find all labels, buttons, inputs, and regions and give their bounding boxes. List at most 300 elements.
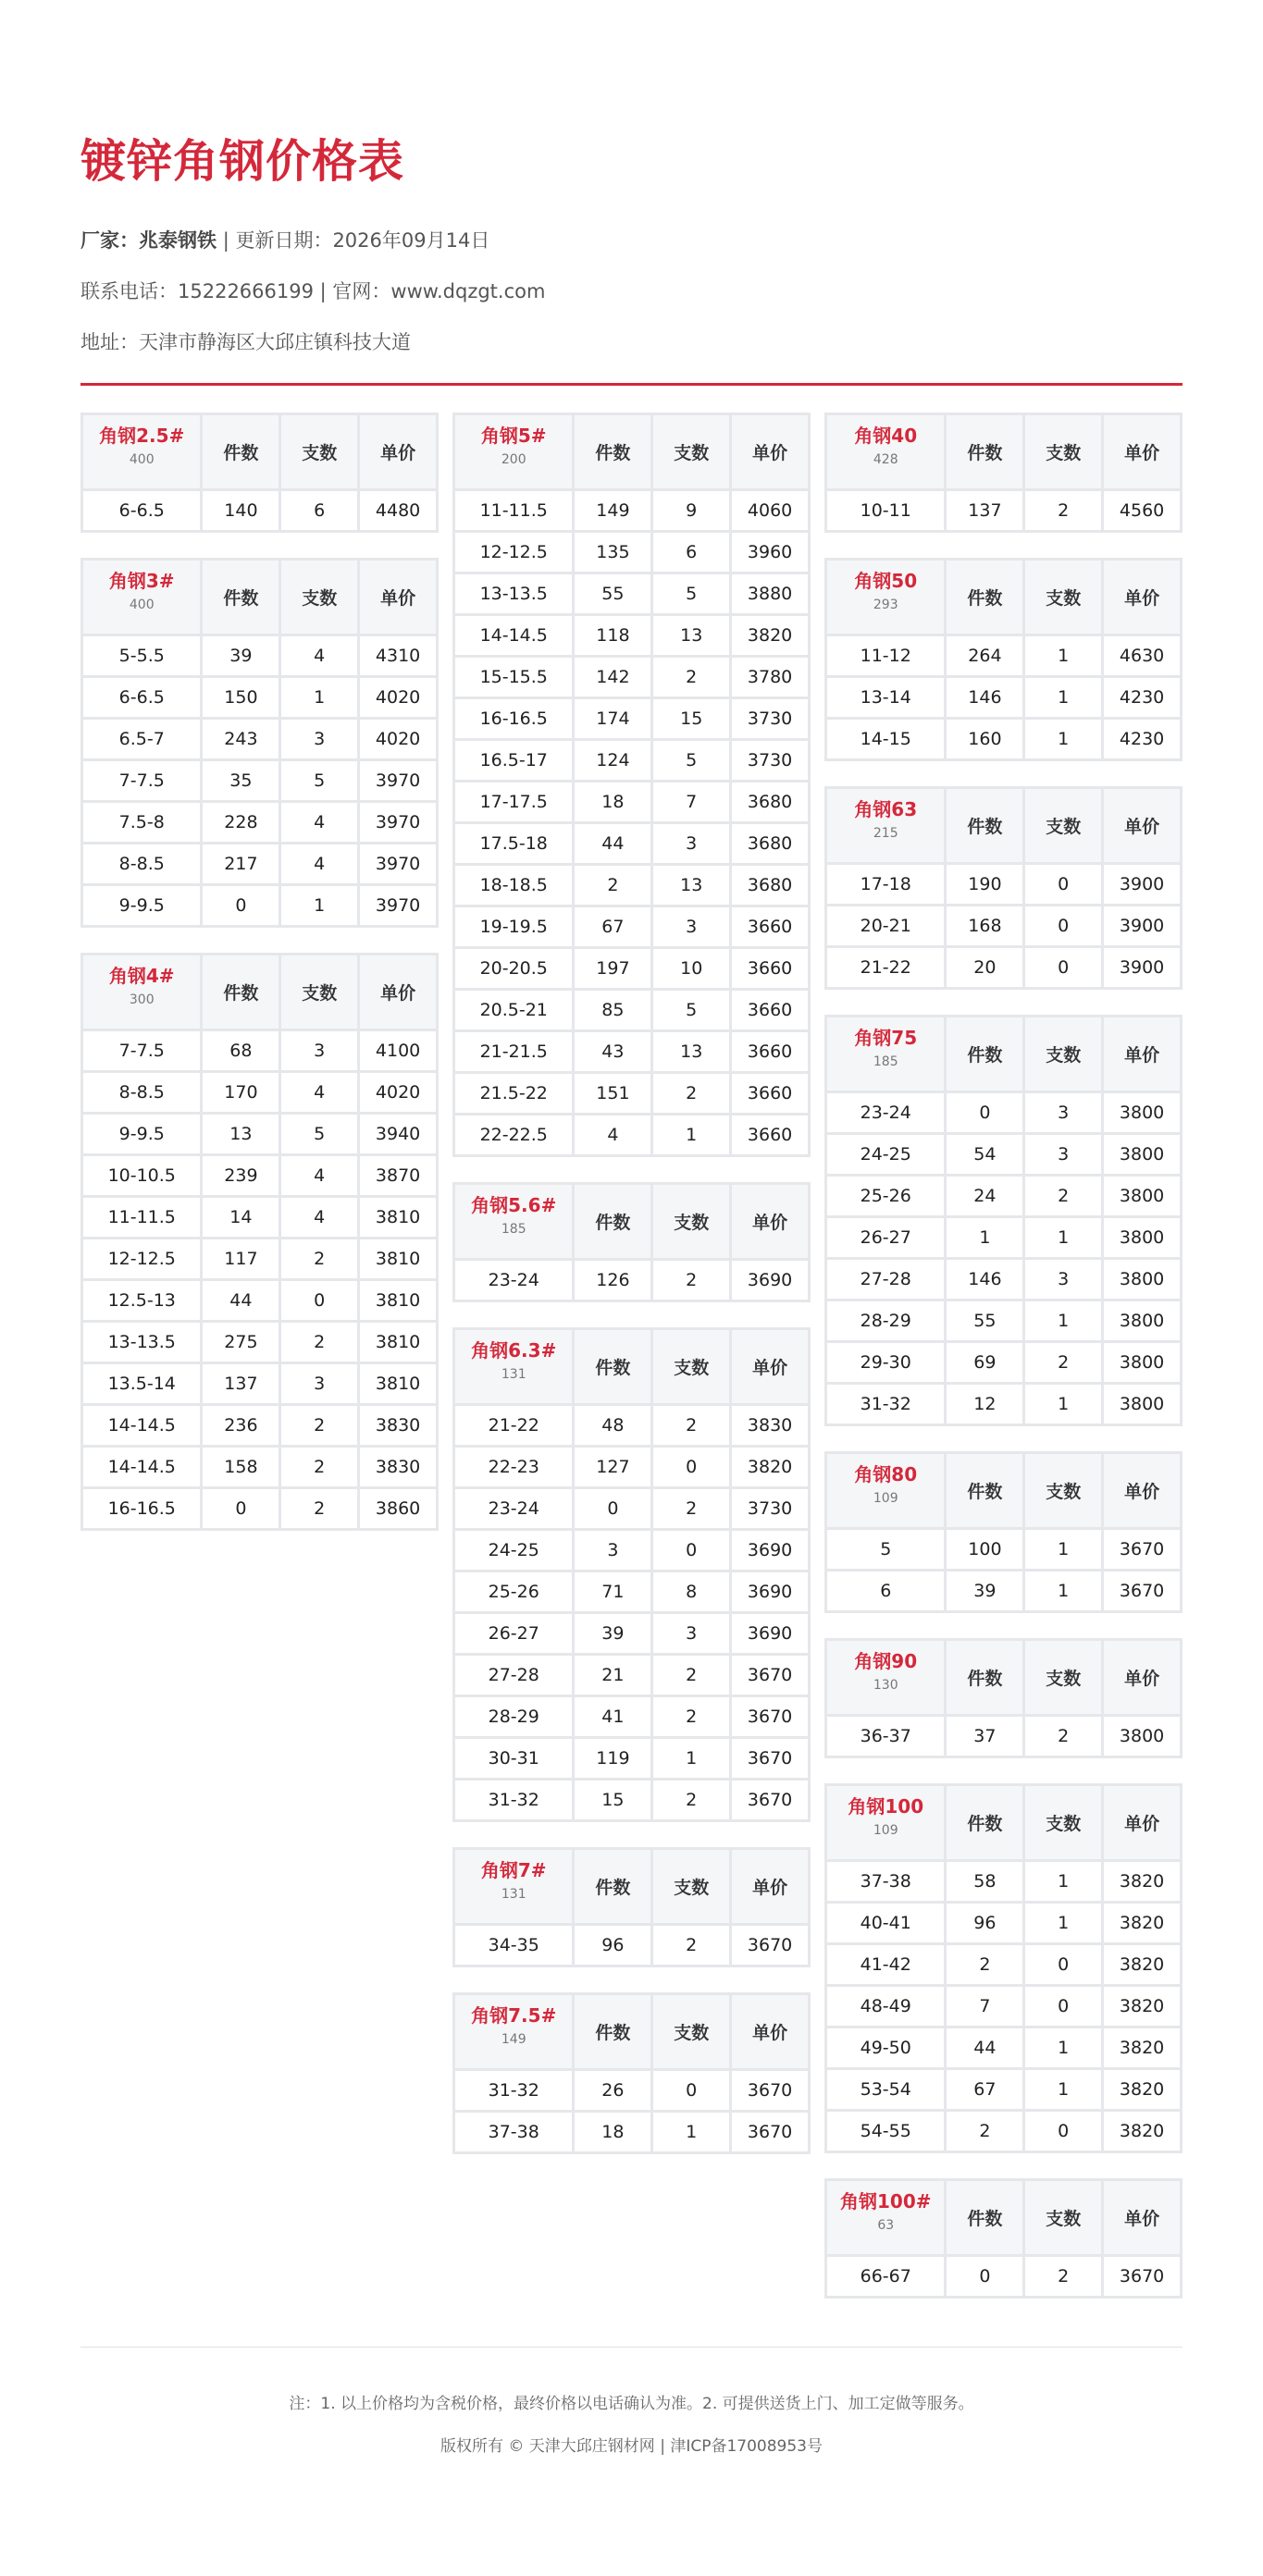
spec-cell: 37-38 — [455, 2113, 572, 2151]
spec-cell: 48-49 — [827, 1987, 944, 2026]
pieces-cell: 3 — [281, 720, 357, 758]
price-table — [452, 1327, 811, 1822]
price-cell: 3870 — [360, 1156, 436, 1195]
table-row — [455, 699, 808, 738]
count-cell: 44 — [575, 824, 650, 863]
pieces-cell: 5 — [653, 741, 729, 780]
pieces-cell: 1 — [1025, 1530, 1101, 1569]
price-header: 单价 — [1104, 2181, 1180, 2254]
model-total: 293 — [873, 598, 898, 612]
price-cell: 3800 — [1104, 1218, 1180, 1257]
price-cell: 4310 — [360, 636, 436, 675]
price-cell: 3810 — [360, 1323, 436, 1362]
pieces-cell: 4 — [281, 1073, 357, 1112]
count-header: 件数 — [947, 2181, 1022, 2254]
count-header: 件数 — [947, 1454, 1022, 1527]
price-header: 单价 — [732, 1995, 808, 2068]
count-header: 件数 — [203, 415, 279, 488]
table-row — [83, 1281, 436, 1320]
pieces-cell: 3 — [1025, 1260, 1101, 1299]
count-header: 件数 — [575, 1850, 650, 1923]
price-cell: 3690 — [732, 1531, 808, 1570]
count-cell: 0 — [203, 886, 279, 925]
count-cell: 275 — [203, 1323, 279, 1362]
pieces-cell: 0 — [281, 1281, 357, 1320]
count-cell: 37 — [947, 1717, 1022, 1756]
table-row — [455, 616, 808, 655]
count-cell: 0 — [947, 1093, 1022, 1132]
table-row — [455, 1781, 808, 1819]
spec-cell: 28-29 — [455, 1697, 572, 1736]
price-cell: 3820 — [1104, 2028, 1180, 2067]
model-name: 角钢90 — [854, 1650, 918, 1672]
count-header: 件数 — [947, 1017, 1022, 1091]
price-cell: 3680 — [732, 866, 808, 905]
model-header — [827, 1641, 944, 1714]
count-cell: 39 — [203, 636, 279, 675]
table-row — [455, 783, 808, 821]
table-row — [83, 720, 436, 758]
price-cell: 3820 — [1104, 2070, 1180, 2109]
price-header: 单价 — [1104, 789, 1180, 862]
price-header: 单价 — [1104, 1641, 1180, 1714]
pieces-header: 支数 — [1025, 2181, 1101, 2254]
pieces-header: 支数 — [653, 1995, 729, 2068]
price-table — [824, 786, 1183, 990]
spec-cell: 15-15.5 — [455, 658, 572, 696]
price-cell: 3860 — [360, 1489, 436, 1528]
price-cell: 3810 — [360, 1281, 436, 1320]
table-row — [827, 1260, 1180, 1299]
spec-cell: 22-22.5 — [455, 1115, 572, 1154]
spec-cell: 8-8.5 — [83, 844, 200, 883]
update-date: | 更新日期：2026年09月14日 — [222, 229, 490, 252]
spec-cell: 13-13.5 — [83, 1323, 200, 1362]
table-row — [455, 1697, 808, 1736]
spec-cell: 21.5-22 — [455, 1074, 572, 1113]
model-total: 428 — [873, 452, 898, 467]
spec-cell: 36-37 — [827, 1717, 944, 1756]
price-header: 单价 — [360, 955, 436, 1029]
table-row — [455, 1572, 808, 1611]
model-total: 215 — [873, 826, 898, 841]
pieces-cell: 2 — [281, 1448, 357, 1486]
spec-cell: 25-26 — [827, 1177, 944, 1215]
pieces-cell: 2 — [1025, 1343, 1101, 1382]
price-cell: 3670 — [732, 2071, 808, 2110]
price-header: 单价 — [1104, 1786, 1180, 1859]
footer-divider — [80, 2347, 1183, 2348]
model-name: 角钢5# — [480, 425, 547, 447]
spec-cell: 16.5-17 — [455, 741, 572, 780]
pieces-cell: 0 — [1025, 865, 1101, 904]
pieces-cell: 3 — [653, 824, 729, 863]
address-line: 地址：天津市静海区大邱庄镇科技大道 — [80, 331, 411, 353]
count-cell: 124 — [575, 741, 650, 780]
count-cell: 160 — [947, 720, 1022, 758]
table-row — [455, 1115, 808, 1154]
model-header — [827, 789, 944, 862]
pieces-cell: 4 — [281, 636, 357, 675]
price-table — [824, 1783, 1183, 2153]
count-cell: 43 — [575, 1032, 650, 1071]
count-header: 件数 — [947, 1786, 1022, 1859]
count-cell: 14 — [203, 1198, 279, 1237]
price-table — [452, 1992, 811, 2154]
pieces-header: 支数 — [1025, 415, 1101, 488]
spec-cell: 23-24 — [455, 1489, 572, 1528]
price-table — [80, 558, 439, 928]
price-cell: 3800 — [1104, 1135, 1180, 1174]
price-cell: 3670 — [732, 1781, 808, 1819]
pieces-cell: 2 — [653, 1261, 729, 1300]
table-row — [827, 2070, 1180, 2109]
table-row — [455, 1406, 808, 1445]
pieces-cell: 0 — [1025, 906, 1101, 945]
count-cell: 149 — [575, 491, 650, 530]
pieces-cell: 3 — [653, 1614, 729, 1653]
pieces-cell: 1 — [1025, 1571, 1101, 1610]
table-row — [827, 906, 1180, 945]
spec-cell: 12.5-13 — [83, 1281, 200, 1320]
pieces-cell: 13 — [653, 866, 729, 905]
price-cell: 3800 — [1104, 1343, 1180, 1382]
table-row — [455, 1614, 808, 1653]
table-header-row — [827, 789, 1180, 862]
spec-cell: 11-11.5 — [455, 491, 572, 530]
spec-cell: 37-38 — [827, 1862, 944, 1901]
pieces-cell: 1 — [1025, 1904, 1101, 1942]
price-cell: 4060 — [732, 491, 808, 530]
spec-cell: 20.5-21 — [455, 991, 572, 1029]
header-divider — [80, 383, 1183, 386]
model-total: 149 — [501, 2032, 526, 2047]
spec-cell: 7.5-8 — [83, 803, 200, 842]
price-cell: 3820 — [1104, 1987, 1180, 2026]
spec-cell: 29-30 — [827, 1343, 944, 1382]
table-header-row — [455, 1850, 808, 1923]
price-header: 单价 — [360, 561, 436, 634]
price-table — [824, 413, 1183, 533]
count-cell: 24 — [947, 1177, 1022, 1215]
spec-cell: 41-42 — [827, 1945, 944, 1984]
pieces-cell: 5 — [281, 1115, 357, 1153]
price-cell: 3690 — [732, 1261, 808, 1300]
pieces-cell: 2 — [653, 1074, 729, 1113]
count-cell: 69 — [947, 1343, 1022, 1382]
column-middle — [452, 413, 811, 2179]
model-header — [827, 561, 944, 634]
count-header: 件数 — [203, 955, 279, 1029]
price-cell: 3820 — [1104, 1945, 1180, 1984]
table-row — [83, 1073, 436, 1112]
price-cell: 4020 — [360, 678, 436, 717]
pieces-cell: 1 — [653, 2113, 729, 2151]
pieces-cell: 2 — [653, 1656, 729, 1695]
pieces-cell: 5 — [281, 761, 357, 800]
count-cell: 44 — [947, 2028, 1022, 2067]
pieces-cell: 0 — [1025, 948, 1101, 987]
count-cell: 174 — [575, 699, 650, 738]
table-row — [455, 1739, 808, 1778]
model-total: 185 — [501, 1222, 526, 1237]
pieces-header: 支数 — [281, 415, 357, 488]
model-header — [455, 1850, 572, 1923]
pieces-cell: 3 — [1025, 1135, 1101, 1174]
price-cell: 3670 — [732, 1739, 808, 1778]
price-cell: 3800 — [1104, 1385, 1180, 1424]
pieces-cell: 0 — [653, 1531, 729, 1570]
price-header: 单价 — [360, 415, 436, 488]
spec-cell: 5-5.5 — [83, 636, 200, 675]
price-table — [80, 413, 439, 533]
pieces-cell: 2 — [653, 1697, 729, 1736]
count-cell: 55 — [947, 1301, 1022, 1340]
price-cell: 3670 — [732, 1926, 808, 1965]
model-header — [83, 955, 200, 1029]
price-header: 单价 — [1104, 1454, 1180, 1527]
pieces-cell: 1 — [1025, 1862, 1101, 1901]
count-cell: 67 — [575, 907, 650, 946]
count-header: 件数 — [947, 415, 1022, 488]
table-row — [827, 1218, 1180, 1257]
table-row — [83, 636, 436, 675]
count-cell: 58 — [947, 1862, 1022, 1901]
model-total: 131 — [501, 1367, 526, 1382]
table-row — [455, 2113, 808, 2151]
table-header-row — [455, 415, 808, 488]
spec-cell: 13-14 — [827, 678, 944, 717]
price-cell: 3800 — [1104, 1717, 1180, 1756]
count-cell: 119 — [575, 1739, 650, 1778]
model-name: 角钢4# — [108, 965, 175, 987]
price-cell: 3800 — [1104, 1301, 1180, 1340]
pieces-cell: 4 — [281, 844, 357, 883]
header — [80, 135, 1183, 188]
price-cell: 3900 — [1104, 865, 1180, 904]
price-table — [824, 2178, 1183, 2299]
table-row — [827, 1385, 1180, 1424]
count-cell: 20 — [947, 948, 1022, 987]
count-cell: 13 — [203, 1115, 279, 1153]
model-total: 300 — [129, 992, 155, 1007]
count-cell: 48 — [575, 1406, 650, 1445]
model-header — [827, 1454, 944, 1527]
spec-cell: 26-27 — [827, 1218, 944, 1257]
pieces-cell: 2 — [1025, 2257, 1101, 2296]
count-cell: 126 — [575, 1261, 650, 1300]
count-cell: 142 — [575, 658, 650, 696]
table-row — [83, 1198, 436, 1237]
price-header: 单价 — [1104, 415, 1180, 488]
model-header — [83, 561, 200, 634]
spec-cell: 66-67 — [827, 2257, 944, 2296]
spec-cell: 28-29 — [827, 1301, 944, 1340]
model-total: 109 — [873, 1823, 898, 1838]
price-cell: 3670 — [1104, 2257, 1180, 2296]
spec-cell: 14-14.5 — [83, 1406, 200, 1445]
price-table — [824, 1015, 1183, 1426]
table-row — [83, 678, 436, 717]
model-name: 角钢80 — [854, 1463, 918, 1485]
pieces-cell: 2 — [1025, 491, 1101, 530]
pieces-cell: 1 — [653, 1115, 729, 1154]
spec-cell: 17-17.5 — [455, 783, 572, 821]
pieces-cell: 2 — [653, 1489, 729, 1528]
table-row — [827, 1904, 1180, 1942]
pieces-cell: 1 — [1025, 1218, 1101, 1257]
table-row — [455, 1448, 808, 1486]
count-cell: 26 — [575, 2071, 650, 2110]
price-table — [452, 1847, 811, 1967]
price-cell: 3810 — [360, 1364, 436, 1403]
price-cell: 3780 — [732, 658, 808, 696]
spec-cell: 25-26 — [455, 1572, 572, 1611]
price-header: 单价 — [732, 1330, 808, 1403]
spec-cell: 14-14.5 — [83, 1448, 200, 1486]
count-header: 件数 — [575, 415, 650, 488]
count-header: 件数 — [575, 1185, 650, 1258]
count-cell: 15 — [575, 1781, 650, 1819]
price-cell: 3670 — [732, 1656, 808, 1695]
column-right — [824, 413, 1183, 2323]
table-row — [83, 491, 436, 530]
table-row — [83, 803, 436, 842]
count-cell: 0 — [947, 2257, 1022, 2296]
count-cell: 0 — [575, 1489, 650, 1528]
price-cell: 3670 — [732, 2113, 808, 2151]
count-header: 件数 — [947, 1641, 1022, 1714]
count-cell: 2 — [575, 866, 650, 905]
price-table — [452, 1182, 811, 1302]
table-row — [83, 1115, 436, 1153]
table-header-row — [827, 1017, 1180, 1091]
spec-cell: 11-12 — [827, 636, 944, 675]
count-cell: 243 — [203, 720, 279, 758]
pieces-header: 支数 — [1025, 789, 1101, 862]
count-cell: 140 — [203, 491, 279, 530]
table-row — [83, 886, 436, 925]
pieces-cell: 3 — [281, 1364, 357, 1403]
spec-cell: 31-32 — [455, 2071, 572, 2110]
table-row — [455, 1032, 808, 1071]
pieces-cell: 1 — [1025, 2070, 1101, 2109]
price-cell: 3830 — [360, 1448, 436, 1486]
count-cell: 236 — [203, 1406, 279, 1445]
model-header — [455, 1995, 572, 2068]
model-name: 角钢7.5# — [471, 2004, 557, 2027]
spec-cell: 6.5-7 — [83, 720, 200, 758]
pieces-cell: 7 — [653, 783, 729, 821]
table-row — [827, 1862, 1180, 1901]
price-header: 单价 — [732, 1185, 808, 1258]
price-header: 单价 — [732, 1850, 808, 1923]
pieces-cell: 13 — [653, 1032, 729, 1071]
table-row — [83, 844, 436, 883]
count-cell: 12 — [947, 1385, 1022, 1424]
table-row — [455, 2071, 808, 2110]
table-row — [827, 2028, 1180, 2067]
count-cell: 137 — [947, 491, 1022, 530]
manufacturer-line — [80, 231, 489, 251]
spec-cell: 23-24 — [827, 1093, 944, 1132]
price-header: 单价 — [1104, 561, 1180, 634]
spec-cell: 53-54 — [827, 2070, 944, 2109]
table-row — [827, 1343, 1180, 1382]
table-row — [827, 491, 1180, 530]
pieces-cell: 4 — [281, 1156, 357, 1195]
pieces-cell: 4 — [281, 803, 357, 842]
table-header-row — [83, 955, 436, 1029]
count-cell: 146 — [947, 678, 1022, 717]
pieces-cell: 2 — [281, 1323, 357, 1362]
table-header-row — [83, 561, 436, 634]
price-table — [824, 1451, 1183, 1613]
count-cell: 190 — [947, 865, 1022, 904]
pieces-header: 支数 — [281, 955, 357, 1029]
manufacturer-label: 厂家： — [80, 229, 139, 252]
spec-cell: 31-32 — [827, 1385, 944, 1424]
spec-cell: 34-35 — [455, 1926, 572, 1965]
pieces-cell: 0 — [1025, 1945, 1101, 1984]
table-row — [83, 1323, 436, 1362]
count-cell: 35 — [203, 761, 279, 800]
price-header: 单价 — [732, 415, 808, 488]
table-header-row — [827, 2181, 1180, 2254]
column-left — [80, 413, 439, 1556]
pieces-cell: 4 — [281, 1198, 357, 1237]
pieces-cell: 5 — [653, 991, 729, 1029]
table-row — [455, 1926, 808, 1965]
table-row — [455, 491, 808, 530]
pieces-cell: 1 — [1025, 1385, 1101, 1424]
pieces-cell: 9 — [653, 491, 729, 530]
price-cell: 3830 — [732, 1406, 808, 1445]
price-cell: 3660 — [732, 949, 808, 988]
price-cell: 3670 — [1104, 1530, 1180, 1569]
pieces-cell: 3 — [1025, 1093, 1101, 1132]
price-cell: 3800 — [1104, 1260, 1180, 1299]
pieces-cell: 2 — [281, 1239, 357, 1278]
table-row — [827, 948, 1180, 987]
count-header: 件数 — [203, 561, 279, 634]
spec-cell: 18-18.5 — [455, 866, 572, 905]
price-cell: 3900 — [1104, 906, 1180, 945]
table-row — [455, 907, 808, 946]
spec-cell: 26-27 — [455, 1614, 572, 1653]
pieces-cell: 0 — [653, 1448, 729, 1486]
count-cell: 170 — [203, 1073, 279, 1112]
price-cell: 4230 — [1104, 720, 1180, 758]
pieces-cell: 1 — [653, 1739, 729, 1778]
table-row — [455, 1531, 808, 1570]
price-cell: 3680 — [732, 824, 808, 863]
table-row — [827, 2257, 1180, 2296]
table-row — [827, 1135, 1180, 1174]
model-total: 200 — [501, 452, 526, 467]
pieces-cell: 3 — [653, 907, 729, 946]
pieces-cell: 6 — [653, 533, 729, 572]
price-cell: 4020 — [360, 720, 436, 758]
spec-cell: 16-16.5 — [83, 1489, 200, 1528]
spec-cell: 16-16.5 — [455, 699, 572, 738]
price-cell: 3690 — [732, 1614, 808, 1653]
price-cell: 3730 — [732, 741, 808, 780]
table-row — [455, 991, 808, 1029]
pieces-cell: 1 — [1025, 678, 1101, 717]
spec-cell: 7-7.5 — [83, 761, 200, 800]
count-cell: 41 — [575, 1697, 650, 1736]
